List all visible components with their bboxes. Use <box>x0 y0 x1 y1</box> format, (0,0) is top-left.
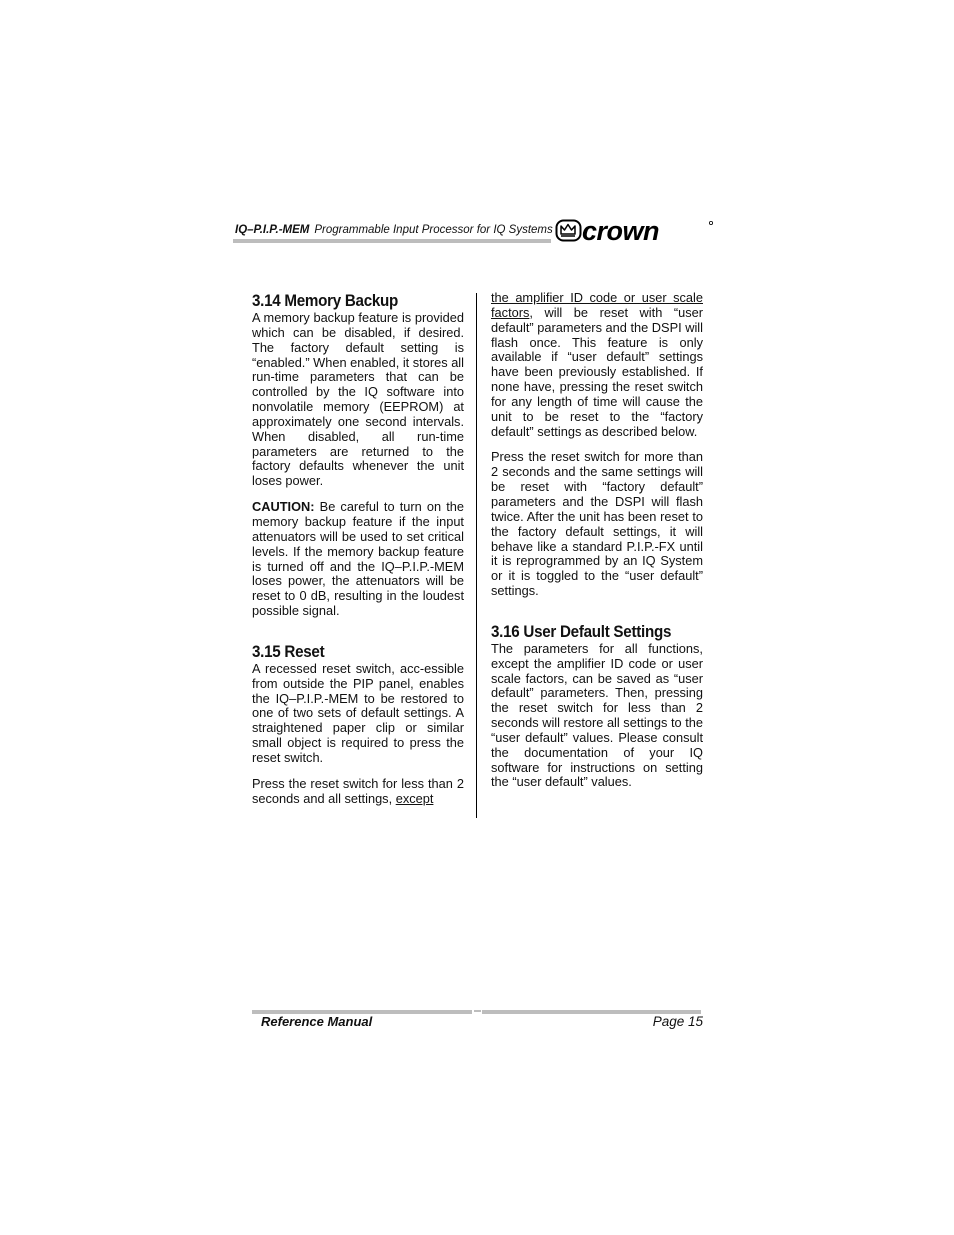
crown-logo <box>555 218 715 244</box>
reset-continued-text: , will be reset with “user default” parameters and the DSPI will flash once. This feature is only available if “user default” settings have been previously established. If none have, pressing the reset switch for any length of time will cause the unit to be reset to the “factory default” settings as described below. <box>491 304 703 439</box>
footer-tick <box>474 1010 481 1012</box>
reset-continued-paragraph <box>491 291 703 439</box>
page-number: Page 15 <box>652 1014 703 1029</box>
reset-paragraph-1: A recessed reset switch, acc-essible from outside the PIP panel, enables the IQ–P.I.P.-MEM to be restored to one of two sets of default settings. A straightened paper clip or similar small object is required to press the reset switch. <box>252 660 464 765</box>
reset-paragraph-2-text: Press the reset switch for less than 2 seconds and all settings, <box>252 775 464 806</box>
header-title <box>235 224 553 236</box>
caution-label: CAUTION: <box>252 499 315 515</box>
header-rule <box>233 239 551 243</box>
memory-backup-paragraph: A memory backup feature is provided which can be disabled, if desired. The factory default setting is “enabled.” When enabled, it stores all run-time parameters that can be controlled by the IQ software into nonvolatile memory (EEPROM) at approximately one second intervals. When disabled, all run-time parameters are returned to the factory defaults whenever the unit loses power. <box>252 310 464 489</box>
factory-default-paragraph: Press the reset switch for more than 2 seconds and the same settings will be reset with “factory default” parameters and the DSPI will flash twice. After the unit has been reset to the factory default settings, it will behave like a standard P.I.P.-FX until it is reprogrammed by an IQ System or it is toggled to the “user default” settings. <box>491 449 703 599</box>
header-model: IQ–P.I.P.-MEM <box>235 224 310 236</box>
caution-text: Be careful to turn on the memory backup feature if the input attenuators will be used to set critical levels. If the memory backup feature is turned off and the IQ–P.I.P.-MEM loses power, the attenuators will be reset to 0 dB, resulting in the loudest possible signal. <box>252 499 464 619</box>
section-3-15-heading: 3.15 Reset <box>252 642 325 661</box>
reset-paragraph-2 <box>252 777 464 807</box>
user-default-paragraph: The parameters for all functions, except the amplifier ID code or user scale factors, can be saved as “user default” parameters. Then, pressing the reset switch for less than 2 seconds will restore all settings to the “user default” values. Please consult the documentation of your IQ software for instructions on setting the “user default” values. <box>491 640 703 790</box>
caution-paragraph <box>252 500 464 619</box>
header-description: Programmable Input Processor for IQ Systems <box>314 224 553 236</box>
left-column <box>252 291 464 817</box>
right-column <box>491 291 703 801</box>
column-divider <box>476 293 477 818</box>
section-3-14-heading: 3.14 Memory Backup <box>252 292 399 310</box>
crown-wordmark: crown <box>582 218 660 244</box>
reset-continued-underlined: the amplifier ID code or user scale factors <box>491 290 703 320</box>
footer-manual-title: Reference Manual <box>261 1014 373 1029</box>
section-3-16-heading: 3.16 User Default Settings <box>491 622 672 641</box>
reset-paragraph-2-underlined: except <box>395 790 434 806</box>
page-header <box>233 218 713 244</box>
crown-icon <box>557 221 581 241</box>
